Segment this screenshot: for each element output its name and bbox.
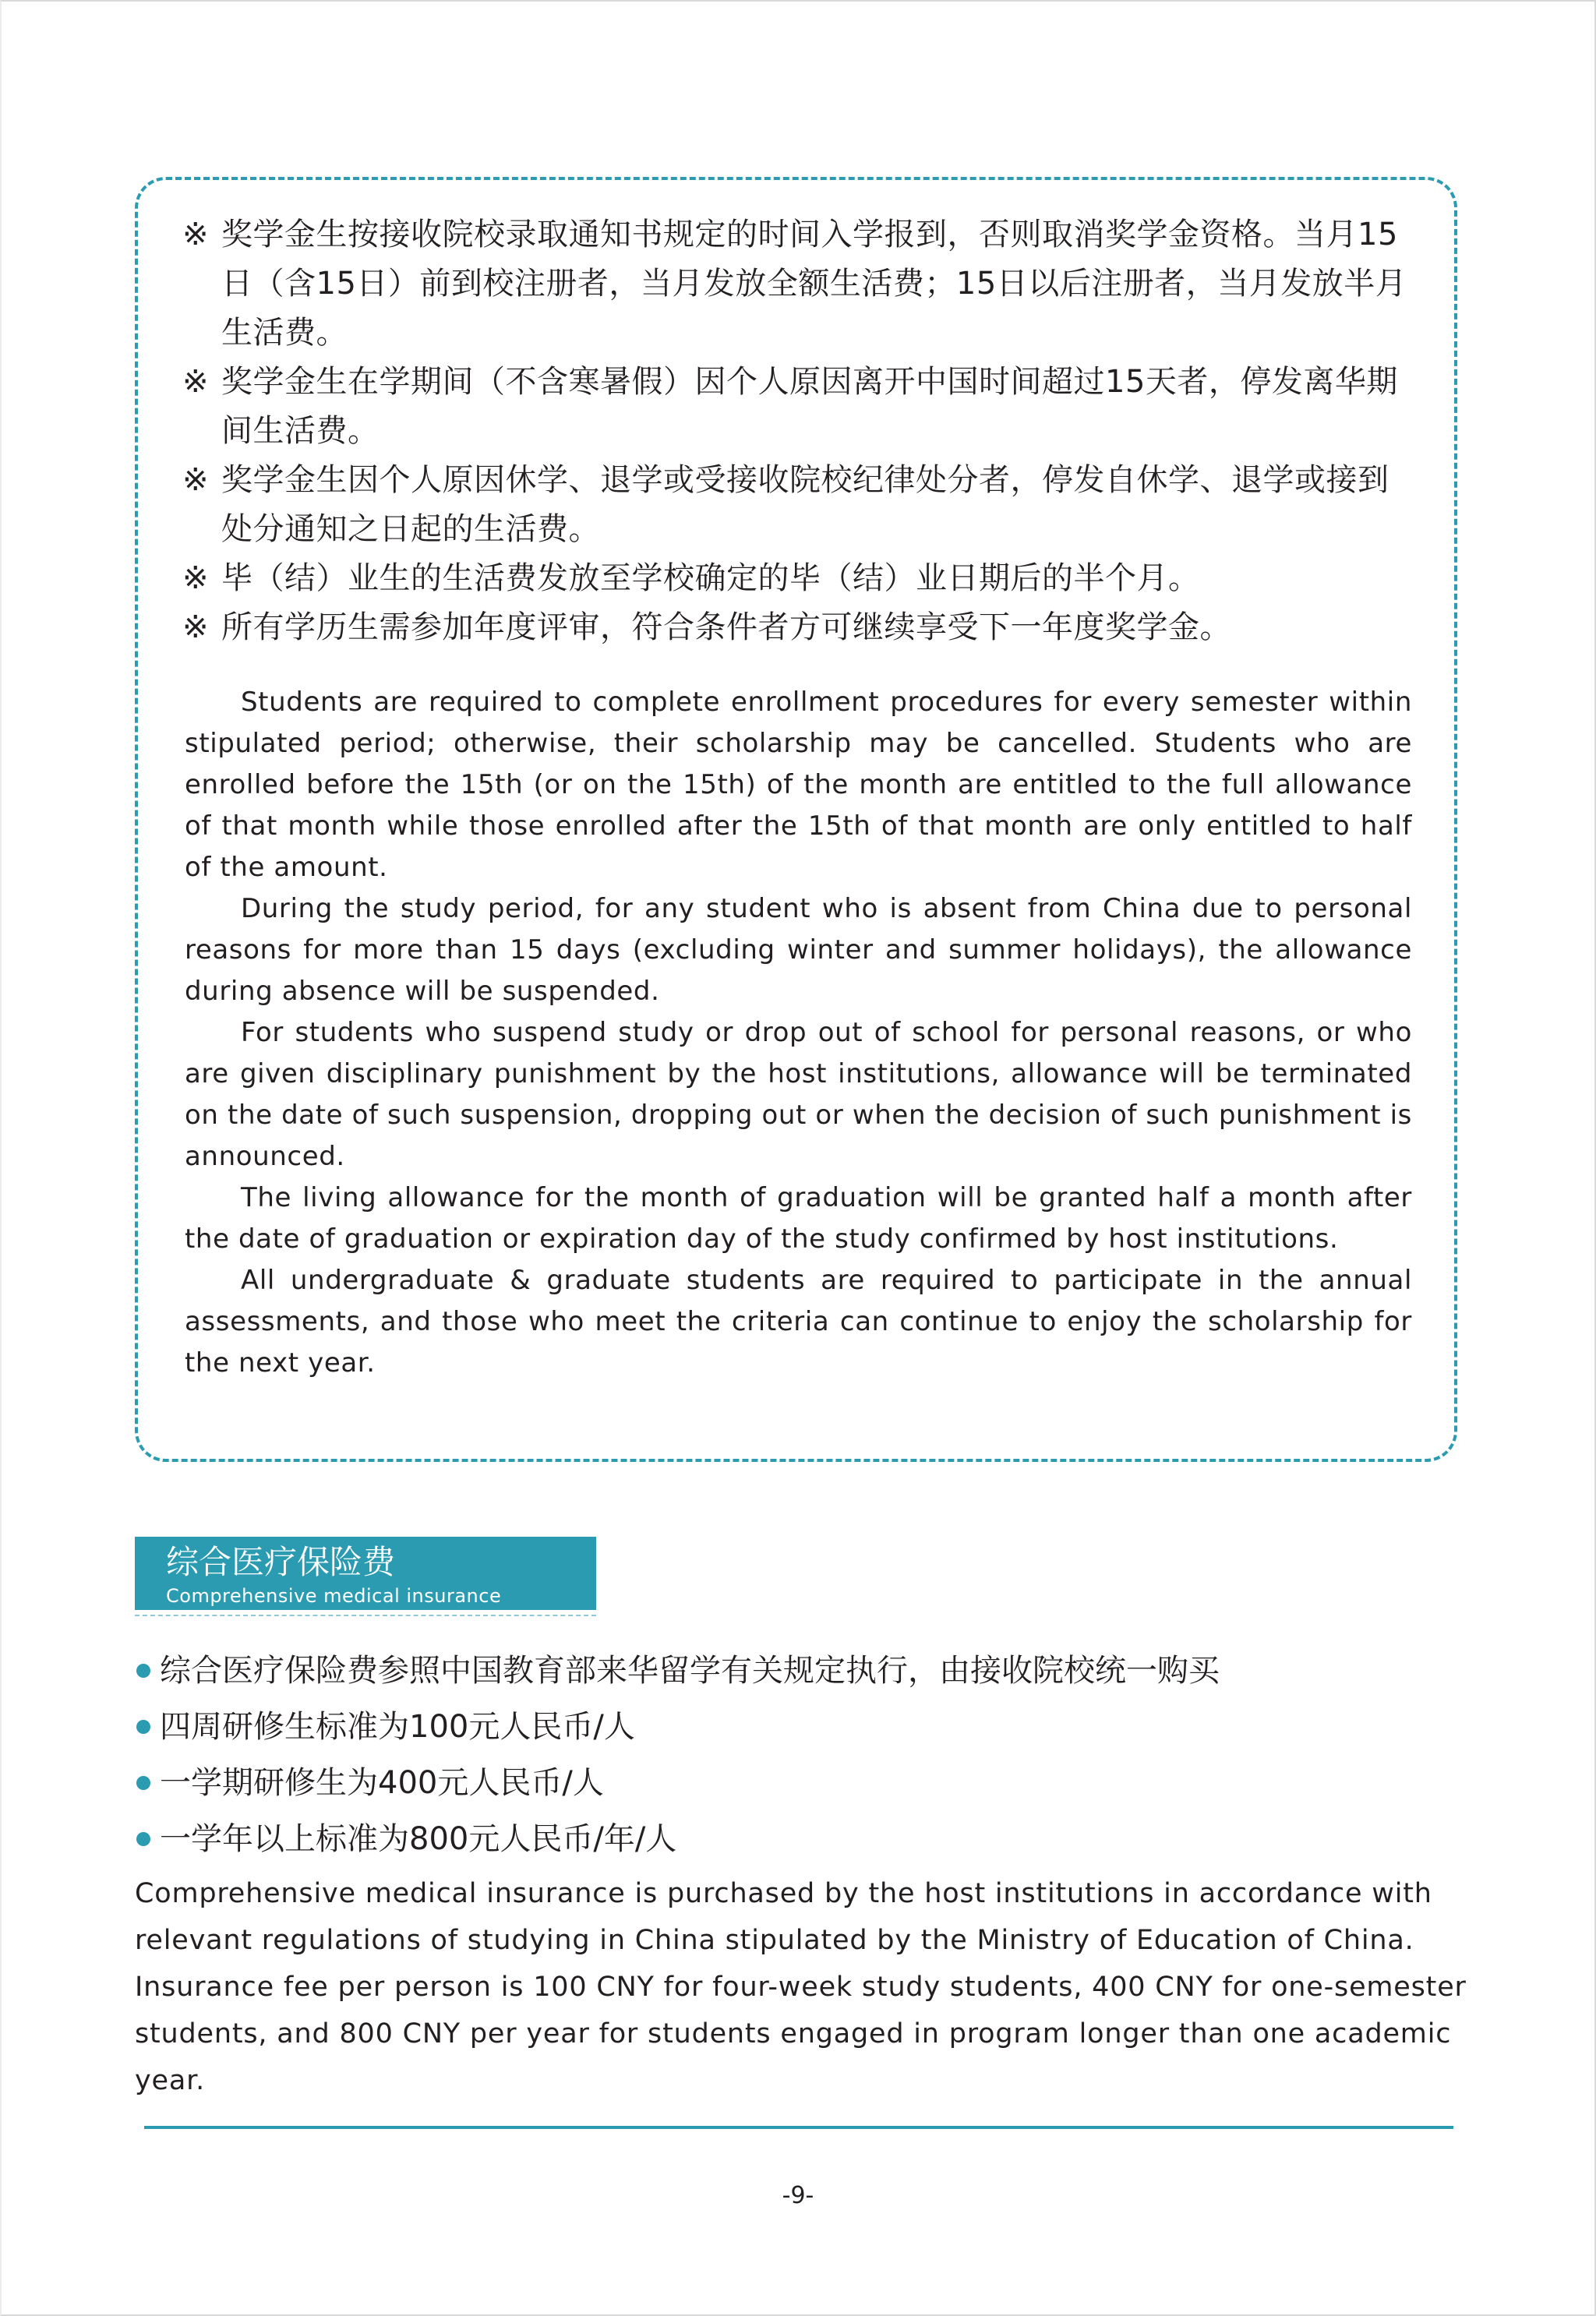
- reference-mark-icon: ※: [182, 560, 210, 596]
- notice-cn-item: [182, 210, 1414, 358]
- notice-cn-text: 奖学金生在学期间（不含寒暑假）因个人原因离开中国时间超过15天者，停发离华期间生活费。: [221, 364, 1398, 449]
- notice-cn-text: 奖学金生按接收院校录取通知书规定的时间入学报到，否则取消奖学金资格。当月15日（含15日）前到校注册者，当月发放全额生活费；15日以后注册者，当月发放半月生活费。: [221, 217, 1407, 351]
- insurance-title-en: Comprehensive medical insurance: [166, 1585, 502, 1607]
- insurance-bullet-text: 四周研修生标准为100元人民币/人: [160, 1709, 635, 1745]
- bullet-dot-icon: [136, 1832, 150, 1846]
- insurance-description-en: Comprehensive medical insurance is purchased by the host institutions in accordance with relevant regulations of studying in China stipulated by the Ministry of Education of China. Insurance fee per person is 100 CNY for four-week study students, 400 CNY for one-semester students, and 800 CNY per year for students engaged in program longer than one academic year.: [135, 1878, 1467, 2096]
- bullet-dot-icon: [136, 1776, 150, 1790]
- insurance-bullet-item: [136, 1643, 1220, 1699]
- insurance-bullet-list: [136, 1643, 1220, 1867]
- notice-en-paragraph: Students are required to complete enrollment procedures for every semester within stipulated period; otherwise, their scholarship may be cancelled. Students who are enrolled before the 15th (or on the 15th) of the month are entitled to the full allowance of that month while those enrolled after the 15th of that month are only entitled to half of the amount.: [185, 687, 1412, 883]
- insurance-bullet-text: 综合医疗保险费参照中国教育部来华留学有关规定执行，由接收院校统一购买: [160, 1653, 1220, 1689]
- notice-en-paragraph: For students who suspend study or drop out of school for personal reasons, or who are given disciplinary punishment by the host institutions, allowance will be terminated on the date of such suspension, dropping out or when the decision of such punishment is announced.: [185, 1017, 1412, 1172]
- notice-cn-text: 奖学金生因个人原因休学、退学或受接收院校纪律处分者，停发自休学、退学或接到处分通知之日起的生活费。: [221, 462, 1389, 547]
- insurance-section-header: [135, 1537, 596, 1610]
- page-number: -9-: [782, 2182, 814, 2209]
- insurance-bullet-text: 一学年以上标准为800元人民币/年/人: [160, 1821, 677, 1857]
- notice-cn-text: 所有学历生需参加年度评审，符合条件者方可继续享受下一年度奖学金。: [221, 609, 1231, 645]
- notice-cn-text: 毕（结）业生的生活费发放至学校确定的毕（结）业日期后的半个月。: [221, 560, 1200, 596]
- insurance-bullet-item: [136, 1755, 1220, 1811]
- insurance-title-cn: 综合医疗保险费: [166, 1543, 396, 1581]
- notice-en-block: [185, 682, 1412, 1384]
- footer-rule: [144, 2126, 1453, 2129]
- section-divider: [135, 1615, 596, 1616]
- notice-en-paragraph: During the study period, for any student who is absent from China due to personal reasons for more than 15 days (excluding winter and summer holidays), the allowance during absence will be suspended.: [185, 893, 1412, 1007]
- reference-mark-icon: ※: [182, 217, 210, 252]
- reference-mark-icon: ※: [182, 462, 210, 498]
- reference-mark-icon: ※: [182, 364, 210, 400]
- insurance-bullet-text: 一学期研修生为400元人民币/人: [160, 1765, 604, 1801]
- insurance-bullet-item: [136, 1811, 1220, 1867]
- notice-cn-item: [182, 554, 1414, 603]
- bullet-dot-icon: [136, 1664, 150, 1678]
- notice-en-paragraph: The living allowance for the month of graduation will be granted half a month after the date of graduation or expiration day of the study confirmed by host institutions.: [185, 1182, 1412, 1255]
- reference-mark-icon: ※: [182, 609, 210, 645]
- notice-cn-list: [182, 210, 1414, 652]
- insurance-bullet-item: [136, 1699, 1220, 1755]
- notice-cn-item: [182, 358, 1414, 456]
- notice-cn-item: [182, 603, 1414, 652]
- bullet-dot-icon: [136, 1720, 150, 1734]
- notice-cn-item: [182, 456, 1414, 554]
- notice-en-paragraph: All undergraduate & graduate students are required to participate in the annual assessments, and those who meet the criteria can continue to enjoy the scholarship for the next year.: [185, 1265, 1412, 1379]
